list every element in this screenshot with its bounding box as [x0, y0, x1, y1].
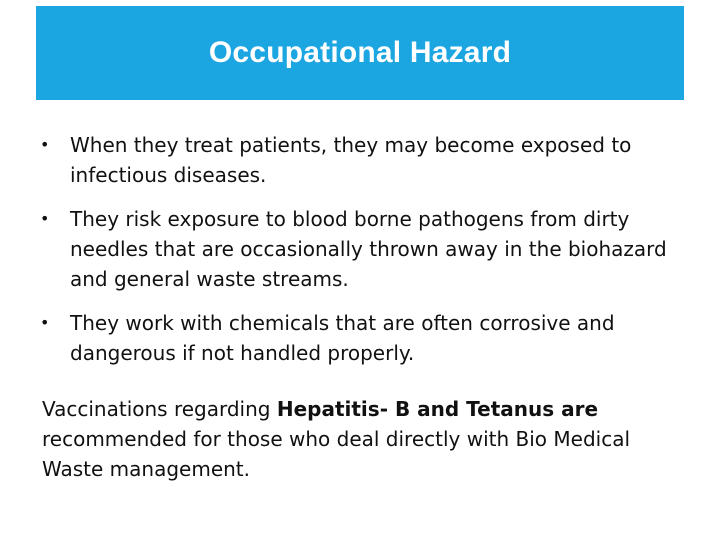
bullet-text: They work with chemicals that are often corrosive and dangerous if not handled properly. [70, 311, 615, 365]
note-rest: recommended for those who deal directly with Bio Medical Waste management. [42, 427, 631, 481]
bullet-marker: • [40, 135, 50, 154]
slide-title: Occupational Hazard [208, 36, 512, 69]
bullet-marker: • [40, 209, 50, 228]
note-bold: Hepatitis- B and Tetanus are [276, 397, 599, 421]
bullet-item [36, 308, 686, 368]
bullet-list [36, 130, 686, 382]
bullet-marker: • [40, 313, 50, 332]
bullet-text: They risk exposure to blood borne pathogens from dirty needles that are occasionally thrown away in the biohazard and general waste streams. [70, 207, 667, 291]
vaccination-note [42, 394, 682, 484]
note-intro: Vaccinations regarding [42, 397, 277, 421]
bullet-text: When they treat patients, they may become exposed to infectious diseases. [70, 133, 632, 187]
bullet-item [36, 130, 686, 190]
bullet-item [36, 204, 686, 294]
title-band [36, 6, 684, 100]
